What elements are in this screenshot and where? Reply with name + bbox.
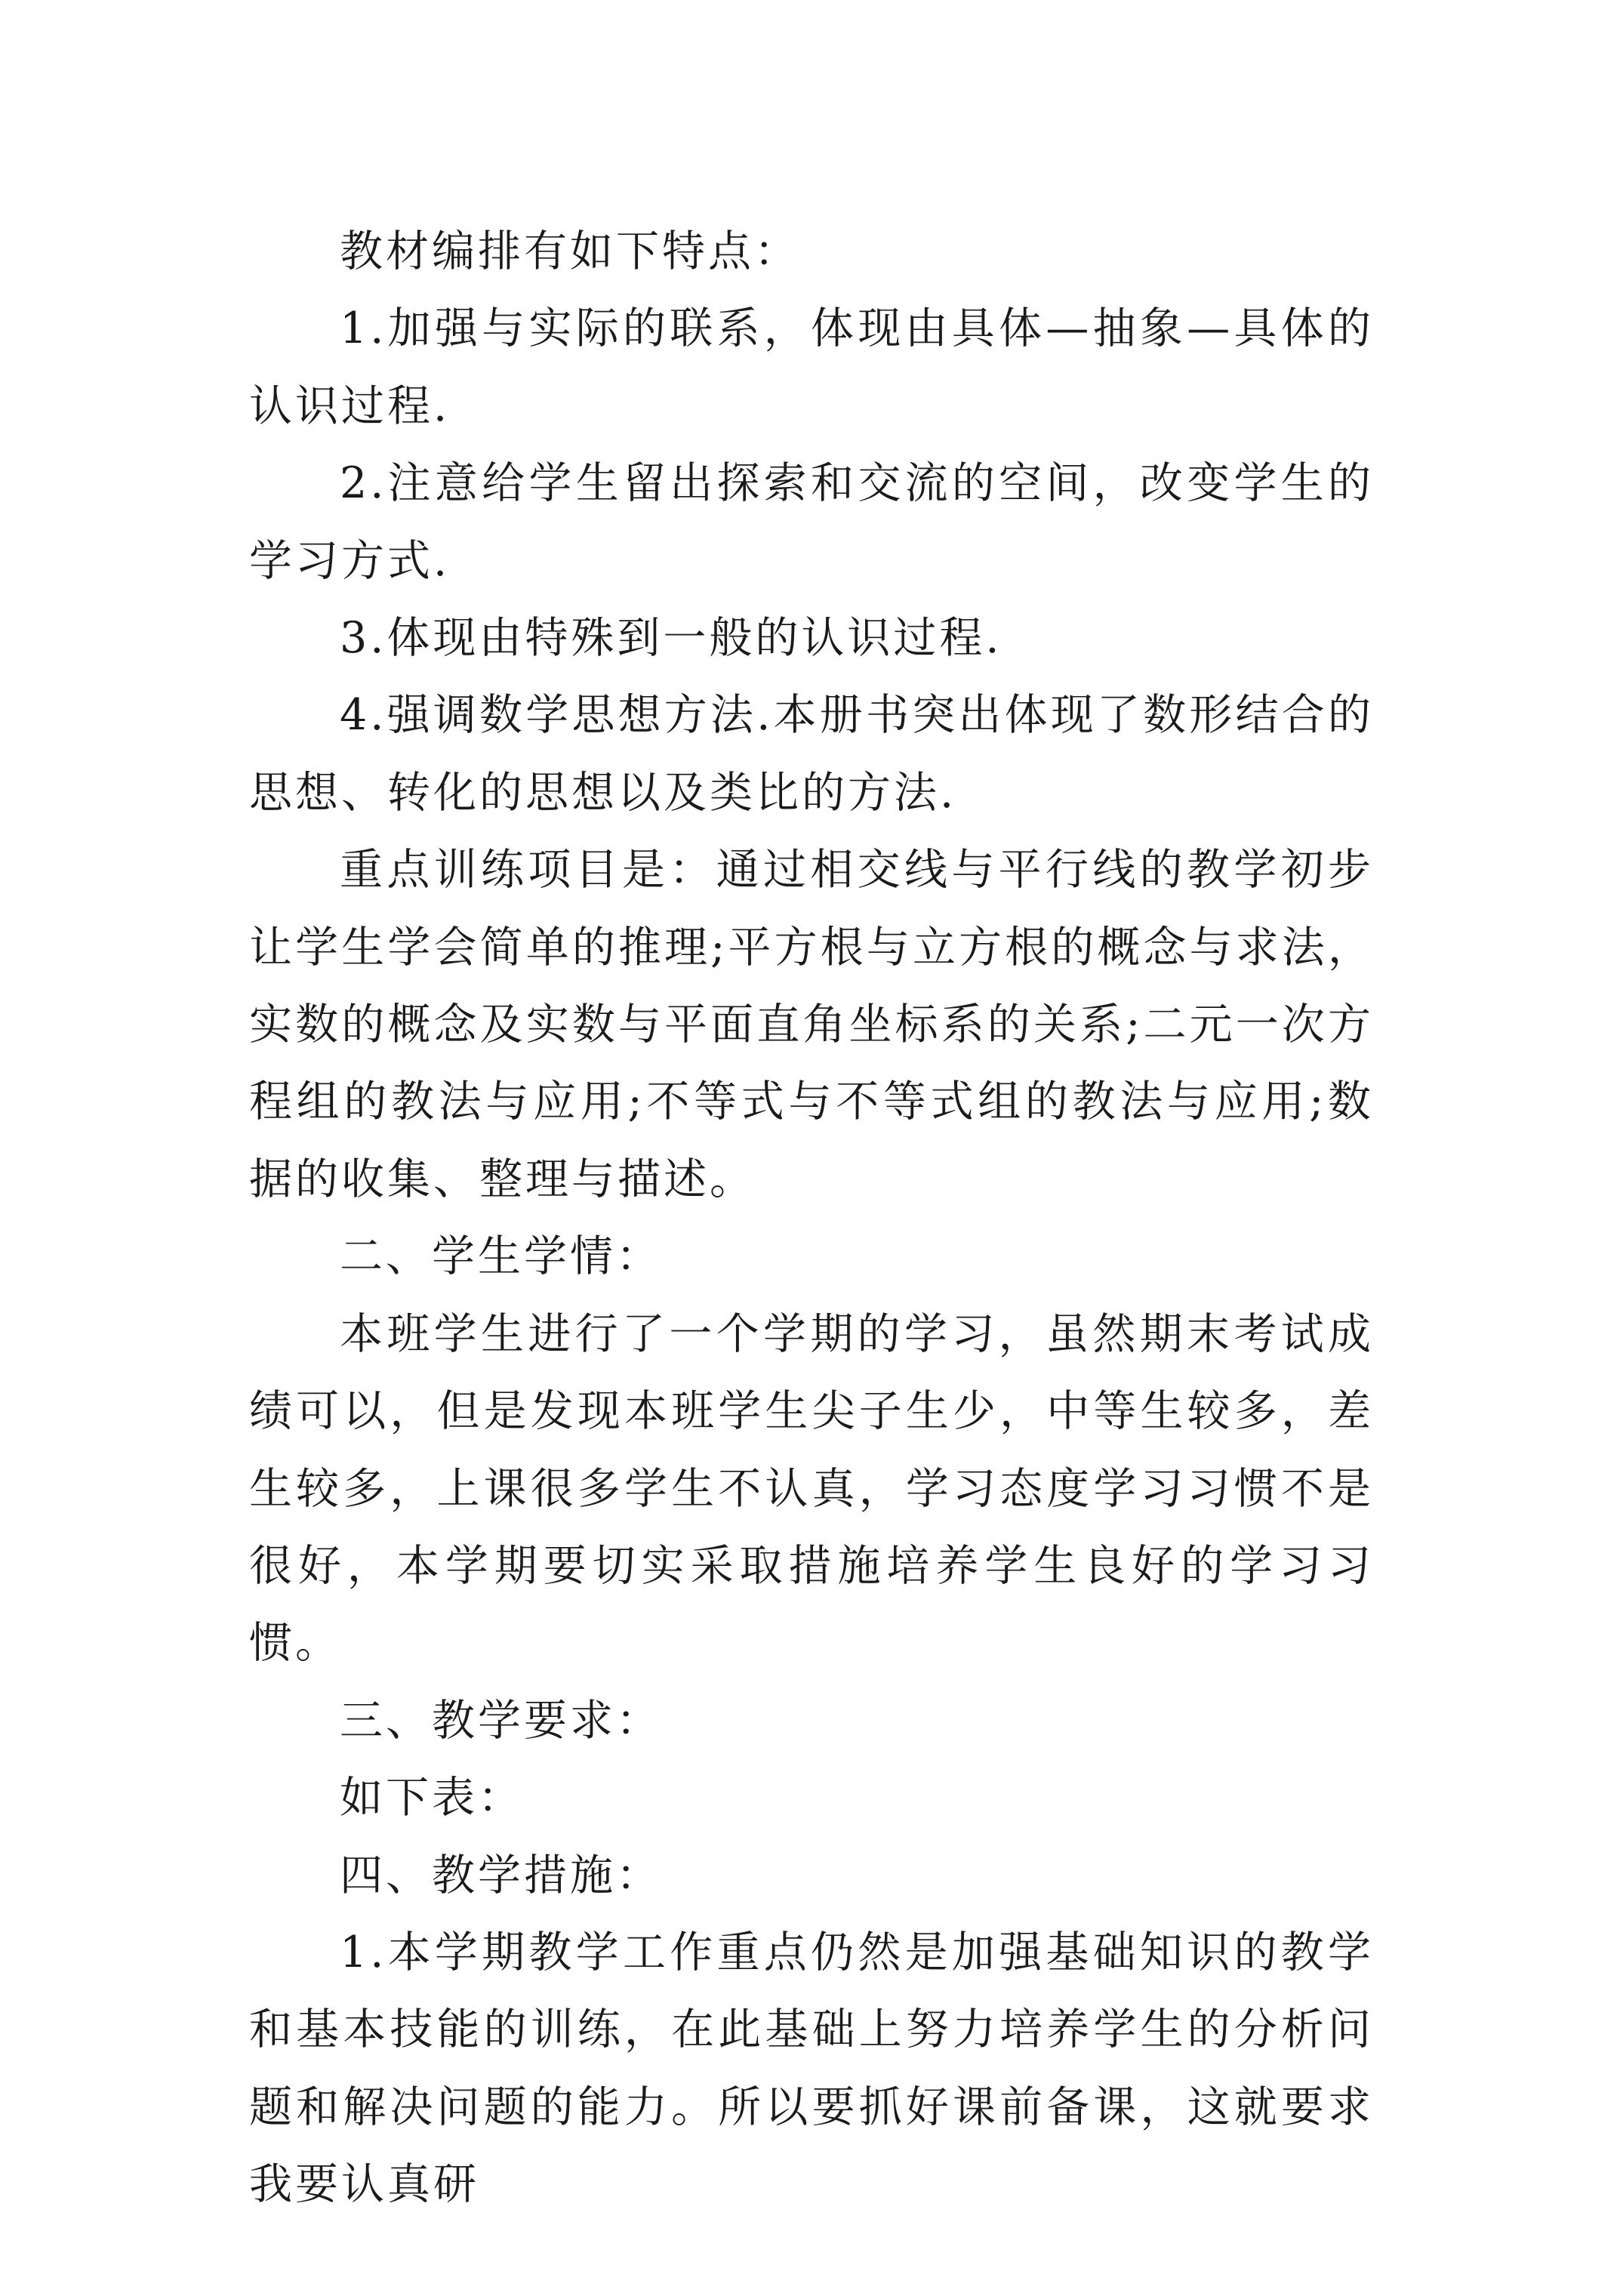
- document-body: [249, 213, 1374, 2224]
- paragraph-measure-1: 1.本学期教学工作重点仍然是加强基础知识的教学和基本技能的训练，在此基础上努力培养学生的分析问题和解决问题的能力。所以要抓好课前备课，这就要求我要认真研: [249, 1927, 1374, 2210]
- paragraph-feature-3: 3.体现由特殊到一般的认识过程.: [340, 613, 1002, 664]
- heading-teaching-requirements: 三、教学要求：: [340, 1695, 662, 1746]
- heading-student-situation: 二、学生学情：: [340, 1231, 662, 1282]
- paragraph-see-table: 如下表：: [340, 1773, 524, 1823]
- paragraph-key-training: 重点训练项目是：通过相交线与平行线的教学初步让学生学会简单的推理;平方根与立方根的概念与求法，实数的概念及实数与平面直角坐标系的关系;二元一次方程组的教法与应用;不等式与不等式组的教法与应用;数据的收集、整理与描述。: [249, 845, 1374, 1204]
- paragraph-student-situation: 本班学生进行了一个学期的学习，虽然期末考试成绩可以，但是发现本班学生尖子生少，中等生较多，差生较多，上课很多学生不认真，学习态度学习习惯不是很好，本学期要切实采取措施培养学生良好的学习习惯。: [249, 1308, 1374, 1669]
- paragraph-feature-1: 1.加强与实际的联系，体现由具体—抽象—具体的认识过程.: [249, 304, 1374, 431]
- heading-teaching-measures: 四、教学措施：: [340, 1850, 662, 1900]
- paragraph-feature-2: 2.注意给学生留出探索和交流的空间，改变学生的学习方式.: [249, 458, 1374, 586]
- paragraph-textbook-features-intro: 教材编排有如下特点：: [340, 227, 800, 276]
- paragraph-feature-4: 4.强调数学思想方法.本册书突出体现了数形结合的思想、转化的思想以及类比的方法.: [249, 690, 1374, 818]
